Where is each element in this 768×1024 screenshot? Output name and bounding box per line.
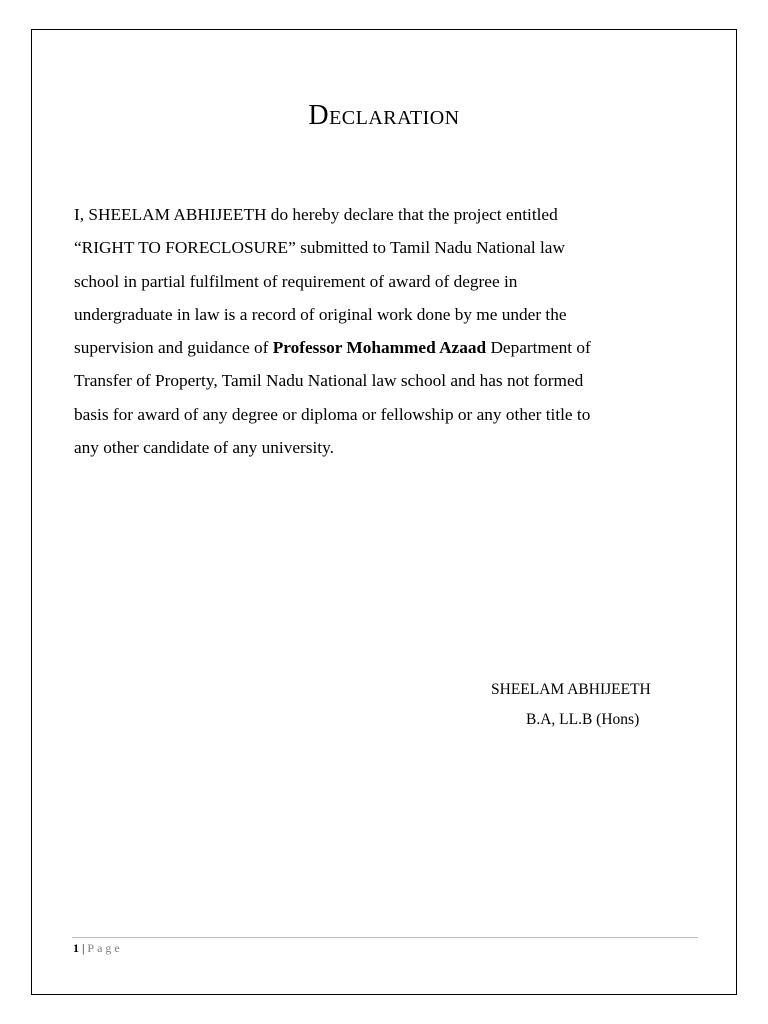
footer-divider bbox=[72, 937, 698, 938]
page-number: 1 bbox=[73, 941, 79, 955]
page-title: Declaration bbox=[308, 100, 460, 131]
supervisor-name: Professor Mohammed Azaad bbox=[272, 338, 487, 358]
signatory-name: SHEELAM ABHIJEETH bbox=[491, 681, 651, 698]
body-line: undergraduate in law is a record of original work done by me under the bbox=[74, 304, 567, 324]
declaration-body bbox=[74, 198, 700, 464]
body-line: Transfer of Property, Tamil Nadu National law school and has not formed bbox=[74, 371, 584, 391]
body-line: any other candidate of any university. bbox=[74, 438, 334, 458]
body-line: basis for award of any degree or diploma or fellowship or any other title to bbox=[74, 404, 591, 424]
body-line: I, SHEELAM ABHIJEETH do hereby declare that the project entitled bbox=[74, 205, 558, 224]
body-line bbox=[74, 331, 700, 364]
body-line: “RIGHT TO FORECLOSURE” submitted to Tamil Nadu National law bbox=[74, 238, 565, 258]
body-text-segment: supervision and guidance of bbox=[74, 338, 273, 358]
signatory-degree: B.A, LL.B (Hons) bbox=[526, 711, 640, 728]
page-separator: | bbox=[79, 941, 88, 955]
page-border bbox=[31, 29, 737, 995]
page-label: Page bbox=[87, 941, 123, 955]
page-footer bbox=[73, 940, 123, 956]
body-text-segment: Department of bbox=[486, 338, 591, 358]
body-line: school in partial fulfilment of requirement of award of degree in bbox=[74, 271, 518, 291]
